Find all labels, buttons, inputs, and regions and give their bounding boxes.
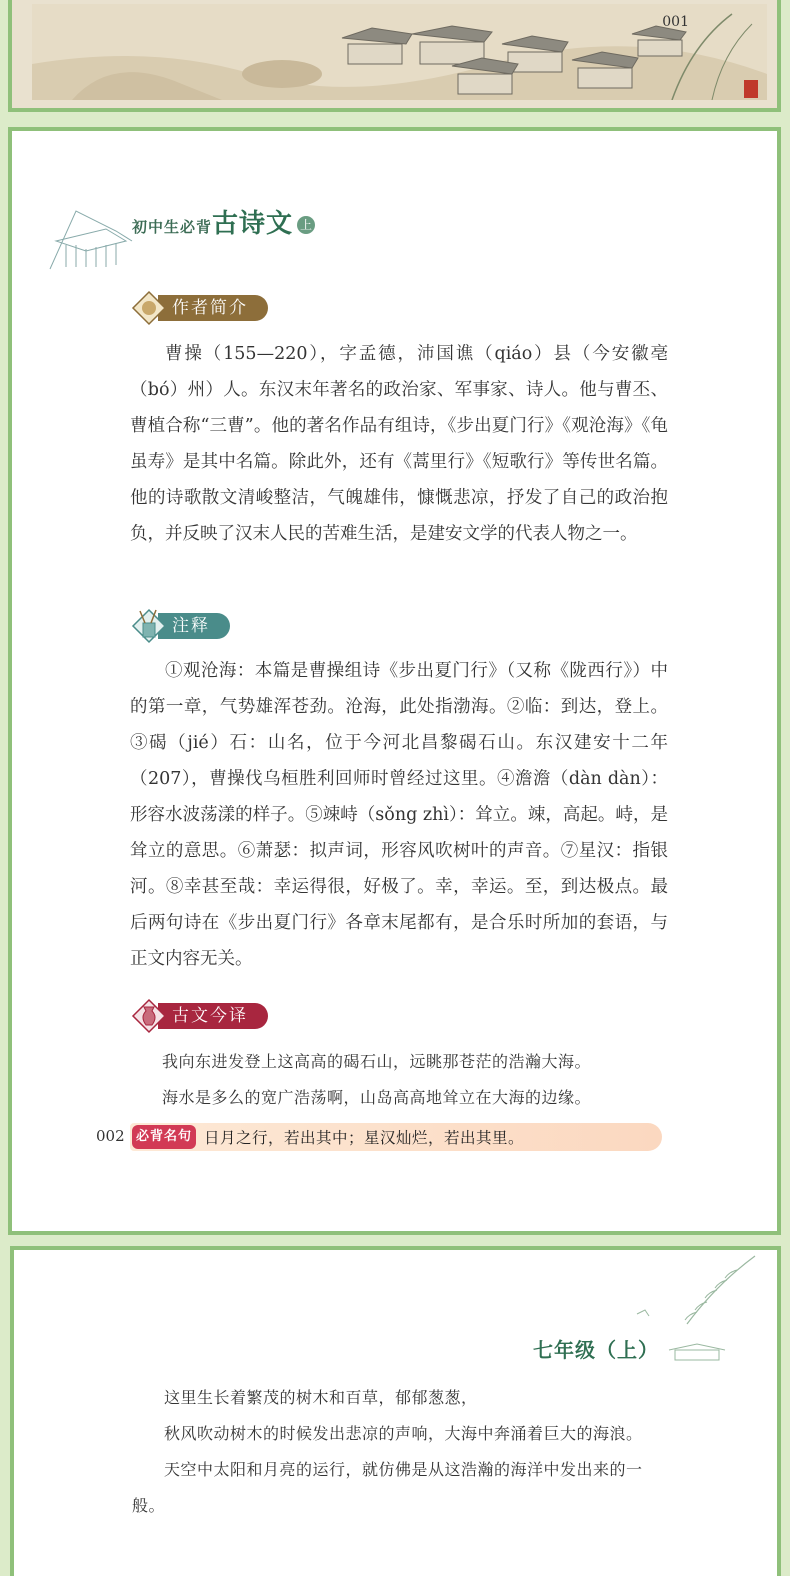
translation-line: 我向东进发登上这高高的碣石山，远眺那苍茫的浩瀚大海。 — [162, 1052, 592, 1071]
notes-section-title — [130, 607, 230, 645]
translation-line: 天空中太阳和月亮的运行，就仿佛是从这浩瀚的海洋中发出来的一般。 — [132, 1460, 643, 1515]
volume-badge: 上 — [297, 216, 315, 234]
translation-text-continued — [132, 1380, 672, 1524]
hut-icon — [667, 1342, 727, 1362]
page-number: 001 — [662, 14, 689, 30]
section-label: 古文今译 — [158, 1003, 268, 1029]
section-label: 注释 — [158, 613, 230, 639]
translation-line: 这里生长着繁茂的树木和百草，郁郁葱葱， — [164, 1388, 478, 1407]
book-header — [132, 203, 315, 240]
grade-title: 七年级（上） — [533, 1338, 659, 1362]
landscape-painting — [32, 4, 767, 100]
willow-branch-icon — [627, 1254, 757, 1334]
page-number: 002 — [96, 1127, 125, 1145]
hut-sketch-icon — [46, 201, 136, 271]
author-text: 曹操（155—220），字孟德，沛国谯（qiáo）县（今安徽亳（bó）州）人。东汉末年著名的政治家、军事家、诗人。他与曹丕、曹植合称“三曹”。他的著名作品有组诗，《步出夏门行》《观沧海》《龟虽寿》是其中名篇。除此外，还有《蒿里行》《短歌行》等传世名篇。他的诗歌散文清峻整洁，气魄雄伟，慷慨悲凉，抒发了自己的政治抱负，并反映了汉末人民的苦难生活，是建安文学的代表人物之一。 — [130, 344, 668, 544]
next-page-fragment — [10, 1246, 781, 1576]
brush-holder-icon — [130, 607, 168, 645]
author-section-title — [130, 289, 268, 327]
translation-text — [130, 1044, 670, 1116]
quote-tag: 必背名句 — [132, 1125, 196, 1149]
header-subtitle: 初中生必背 — [132, 218, 213, 236]
famous-quote-bar — [130, 1123, 662, 1151]
notes-text: ①观沧海：本篇是曹操组诗《步出夏门行》（又称《陇西行》）中的第一章，气势雄浑苍劲。沧海，此处指渤海。②临：到达，登上。③碣（jié）石：山名，位于今河北昌黎碣石山。东汉建安十二年（207），曹操伐乌桓胜利回师时曾经过这里。④澹澹（dàn dàn）：形容水波荡漾的样子。⑤竦峙（sǒng zhì）：耸立。竦，高起。峙，是耸立的意思。⑥萧瑟：拟声词，形容风吹树叶的声音。⑦星汉：指银河。⑧幸甚至哉：幸运得很，好极了。幸，幸运。至，到达极点。最后两句诗在《步出夏门行》各章末尾都有，是合乐时所加的套语，与正文内容无关。 — [130, 661, 668, 969]
translation-line: 海水是多么的宽广浩荡啊，山岛高高地耸立在大海的边缘。 — [162, 1088, 592, 1107]
previous-page-fragment — [8, 0, 781, 112]
translation-section-title — [130, 997, 268, 1035]
quote-text: 日月之行，若出其中；星汉灿烂，若出其里。 — [204, 1129, 525, 1147]
translation-line: 秋风吹动树木的时候发出悲凉的声响，大海中奔涌着巨大的海浪。 — [164, 1424, 643, 1443]
section-label: 作者简介 — [158, 295, 268, 321]
scroll-icon — [130, 289, 168, 327]
book-page — [8, 127, 781, 1235]
vase-icon — [130, 997, 168, 1035]
header-title: 古诗文 — [212, 209, 294, 239]
